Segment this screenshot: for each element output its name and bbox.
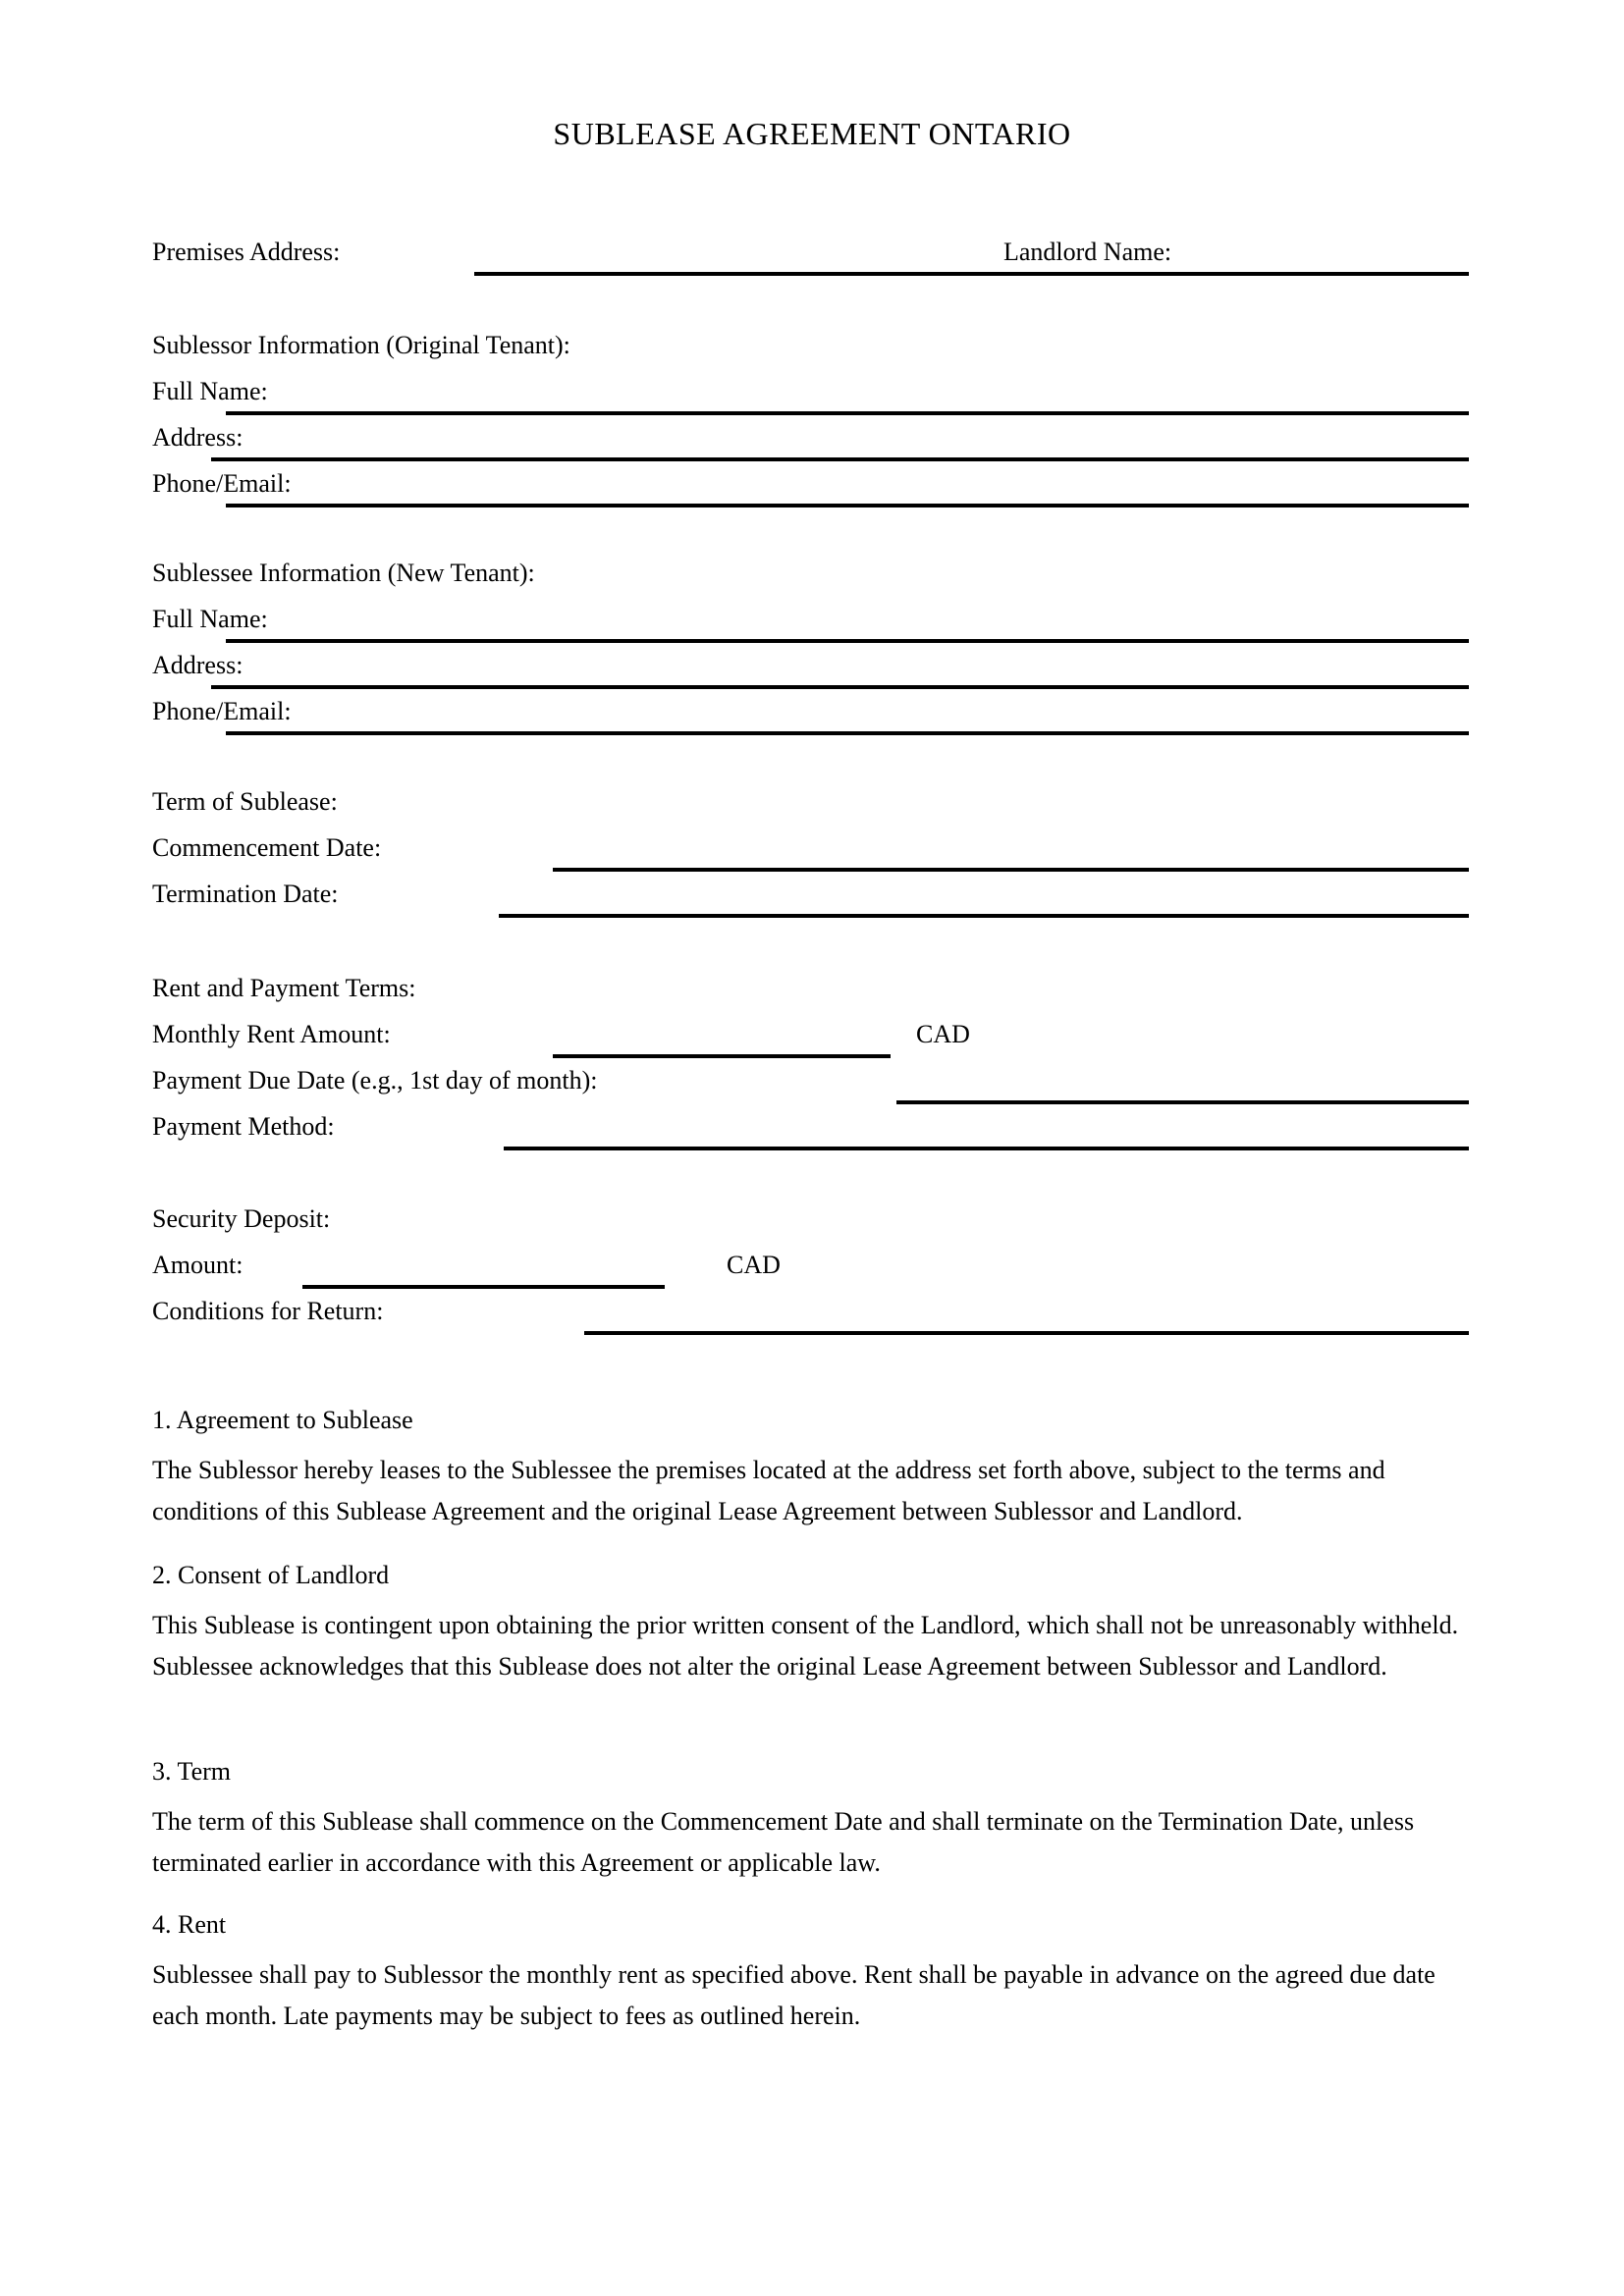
- payment-due-date-label: Payment Due Date (e.g., 1st day of month):: [152, 1066, 598, 1095]
- sublessee-full-name-label: Full Name:: [152, 605, 268, 633]
- termination-date-input-rule[interactable]: [499, 914, 1469, 918]
- clause-heading-2: 2. Consent of Landlord: [152, 1561, 390, 1589]
- landlord-name-label: Landlord Name:: [1003, 238, 1172, 266]
- sublessee-phone-email-label: Phone/Email:: [152, 697, 292, 725]
- monthly-rent-label: Monthly Rent Amount:: [152, 1020, 391, 1048]
- payment-due-date-input-rule[interactable]: [896, 1100, 1469, 1104]
- sublessee-address-input-rule[interactable]: [211, 685, 1469, 689]
- clause-heading-1: 1. Agreement to Sublease: [152, 1406, 413, 1434]
- security-deposit-section-label: Security Deposit:: [152, 1204, 331, 1233]
- sublessee-address-label: Address:: [152, 651, 244, 679]
- clause-heading-3: 3. Term: [152, 1757, 232, 1786]
- monthly-rent-currency-label: CAD: [916, 1020, 970, 1048]
- sublessor-address-label: Address:: [152, 423, 244, 452]
- clause-body-1: The Sublessor hereby leases to the Sublessee the premises located at the address set forth above, subject to the terms and conditions of this Sublease Agreement and the original Lease Agreement between Sublessor and Landlord.: [152, 1456, 1385, 1525]
- security-deposit-amount-label: Amount:: [152, 1251, 244, 1279]
- sublessor-full-name-label: Full Name:: [152, 377, 268, 405]
- sublessor-section-label: Sublessor Information (Original Tenant):: [152, 331, 570, 359]
- conditions-for-return-input-rule[interactable]: [584, 1331, 1469, 1335]
- premises-address-input-rule[interactable]: [474, 272, 1469, 276]
- conditions-for-return-label: Conditions for Return:: [152, 1297, 384, 1325]
- clause-body-4: Sublessee shall pay to Sublessor the monthly rent as specified above. Rent shall be payable in advance on the agreed due date each month. Late payments may be subject to fees as outlined herein.: [152, 1960, 1435, 2030]
- clause-body-2: This Sublease is contingent upon obtaining the prior written consent of the Landlord, which shall not be unreasonably withheld. Sublessee acknowledges that this Sublease does not alter the original Lease Agreement between Sublessor and Landlord.: [152, 1611, 1459, 1681]
- sublessor-phone-email-input-rule[interactable]: [226, 504, 1469, 507]
- commencement-date-input-rule[interactable]: [553, 868, 1469, 872]
- monthly-rent-input-rule[interactable]: [553, 1054, 891, 1058]
- sublessee-full-name-input-rule[interactable]: [226, 639, 1469, 643]
- payment-method-label: Payment Method:: [152, 1112, 335, 1141]
- term-section-label: Term of Sublease:: [152, 787, 338, 816]
- sublessee-phone-email-input-rule[interactable]: [226, 731, 1469, 735]
- security-deposit-amount-input-rule[interactable]: [302, 1285, 665, 1289]
- rent-section-label: Rent and Payment Terms:: [152, 974, 416, 1002]
- sublessor-full-name-input-rule[interactable]: [226, 411, 1469, 415]
- sublessee-section-label: Sublessee Information (New Tenant):: [152, 559, 535, 587]
- page-title: SUBLEASE AGREEMENT ONTARIO: [553, 116, 1071, 151]
- premises-address-label: Premises Address:: [152, 238, 341, 266]
- commencement-date-label: Commencement Date:: [152, 833, 382, 862]
- sublessor-address-input-rule[interactable]: [211, 457, 1469, 461]
- payment-method-input-rule[interactable]: [504, 1147, 1469, 1150]
- termination-date-label: Termination Date:: [152, 880, 339, 908]
- clause-heading-4: 4. Rent: [152, 1910, 227, 1939]
- clause-body-3: The term of this Sublease shall commence on the Commencement Date and shall terminate on the Termination Date, unless terminated earlier in accordance with this Agreement or applicable law.: [152, 1807, 1415, 1877]
- security-deposit-currency-label: CAD: [727, 1251, 781, 1279]
- sublessor-phone-email-label: Phone/Email:: [152, 469, 292, 498]
